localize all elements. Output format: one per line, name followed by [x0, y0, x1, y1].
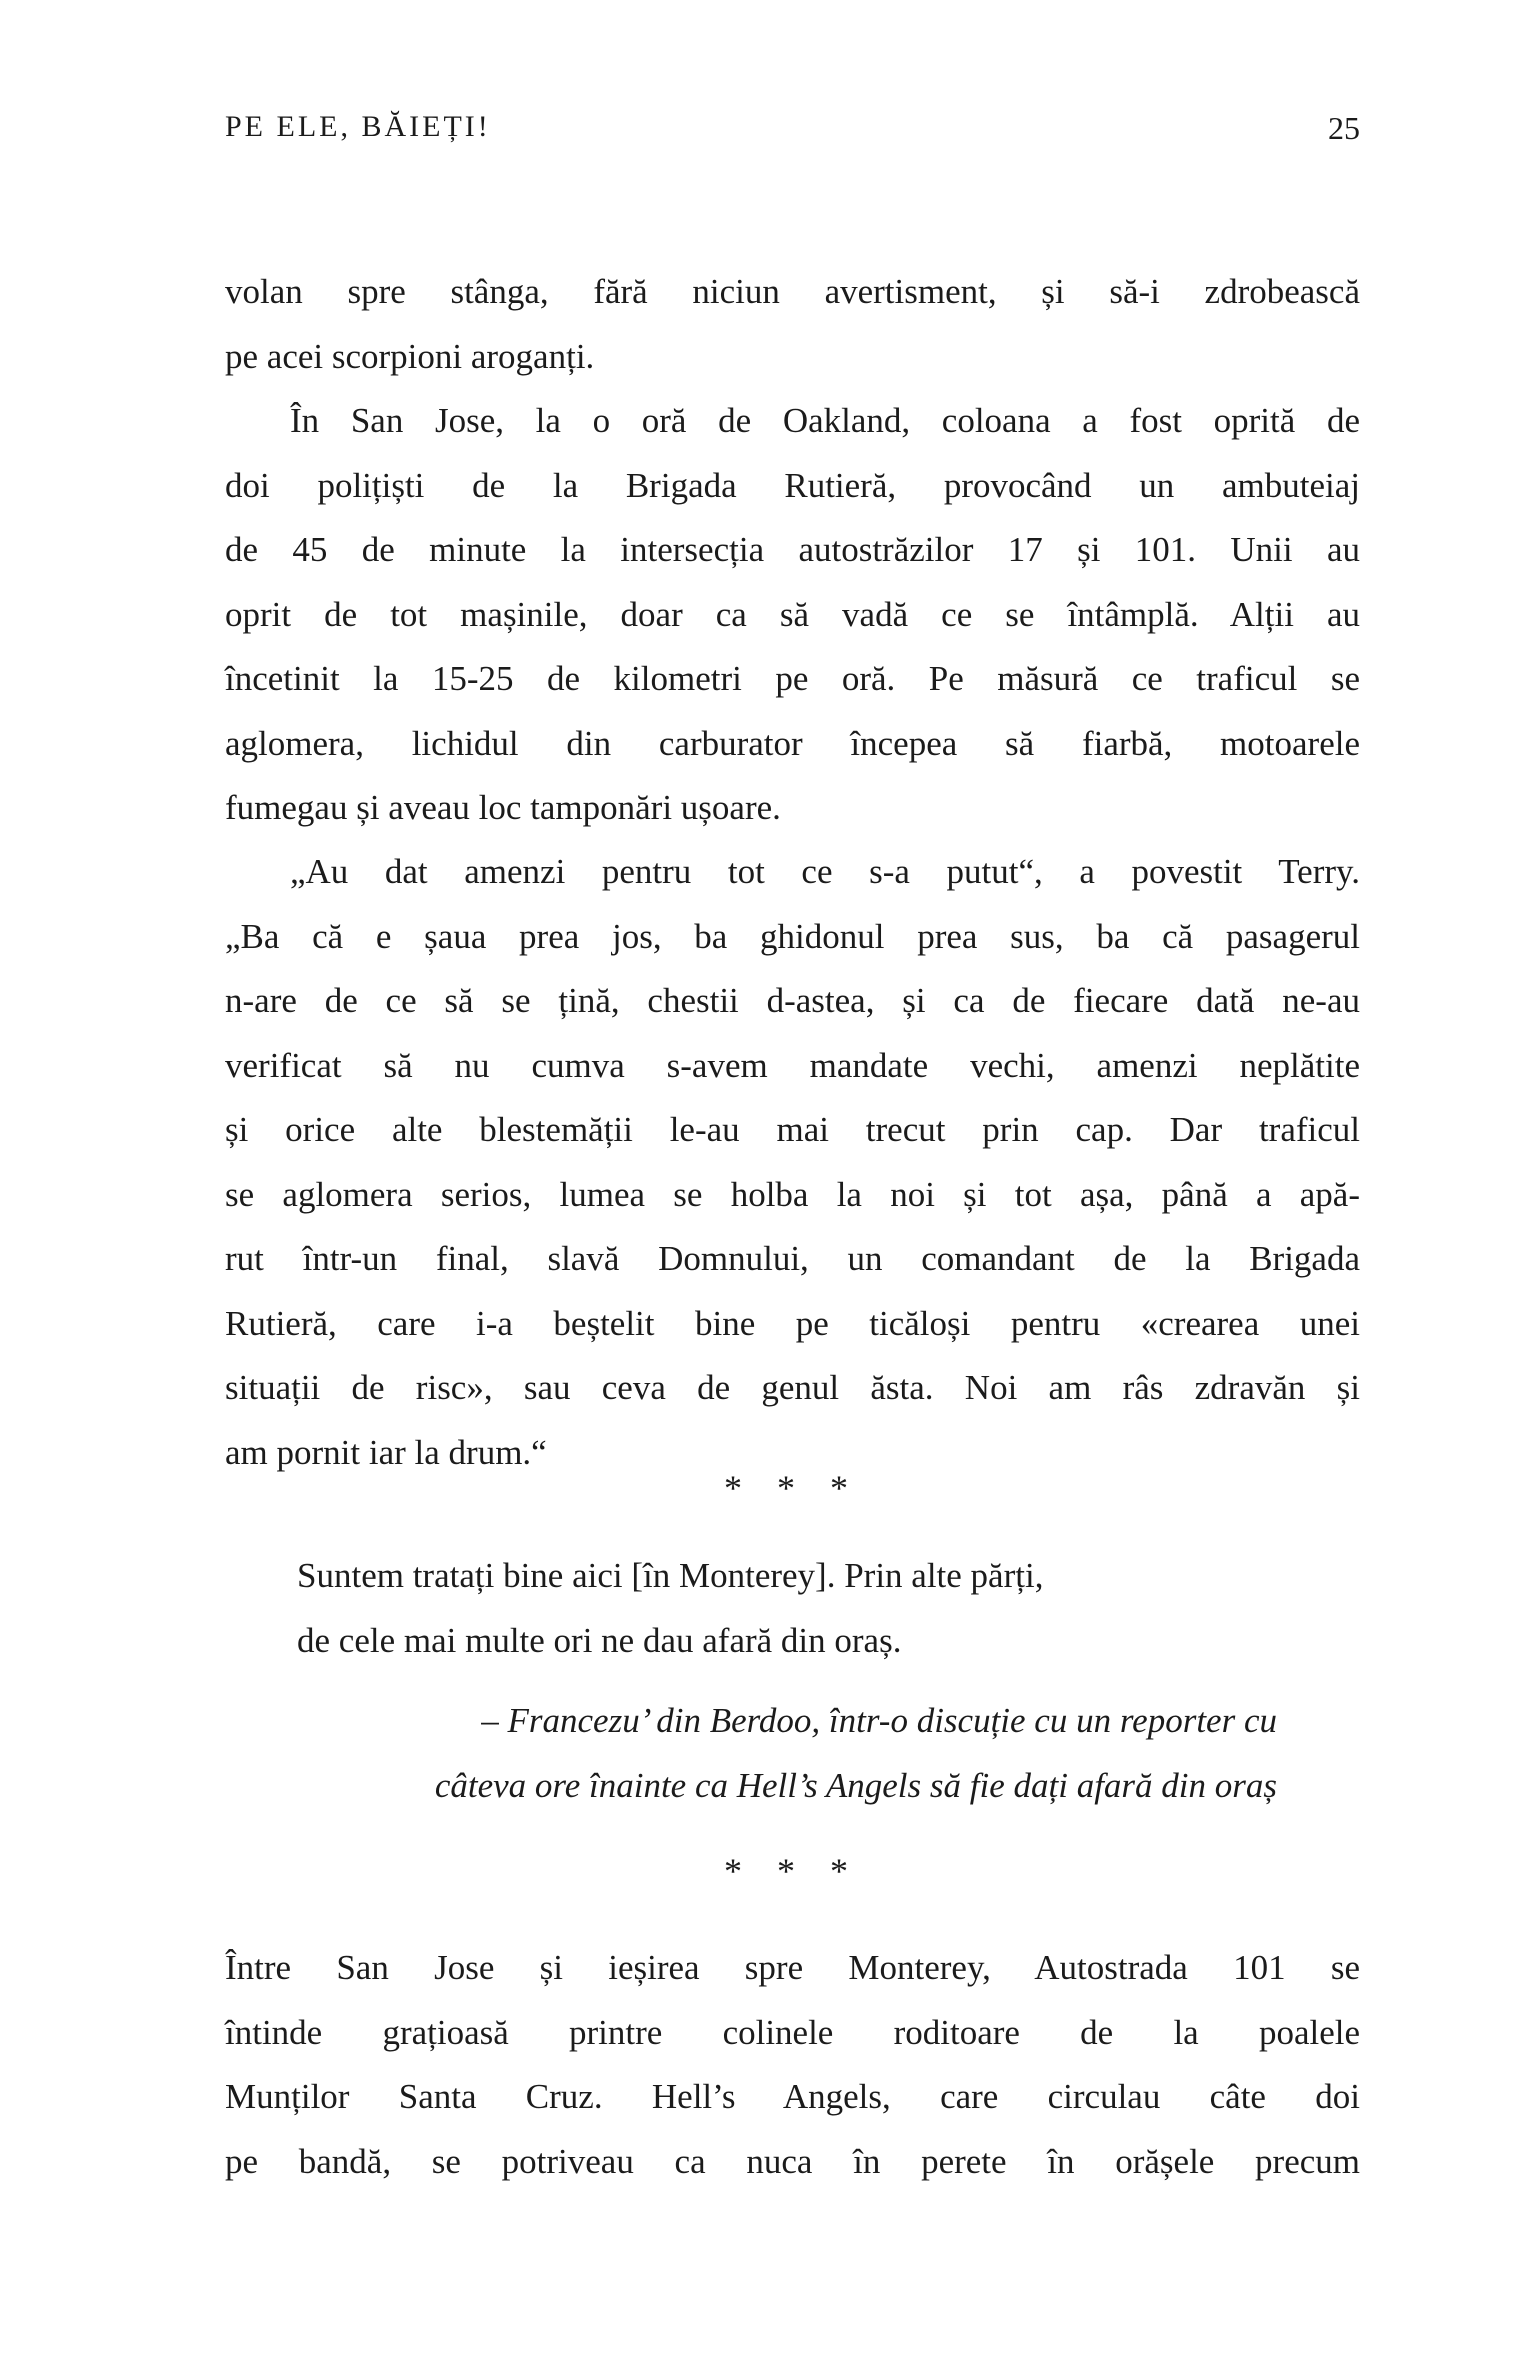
body-line: se aglomera serios, lumea se holba la noi și tot așa, până a apă-: [225, 1174, 1360, 1214]
body-line: situații de risc», sau ceva de genul ăsta. Noi am râs zdravăn și: [225, 1368, 1360, 1407]
section-separator-asterisks: * * *: [724, 1851, 861, 1891]
body-line: „Ba că e șaua prea jos, ba ghidonul prea sus, ba că pasagerul: [225, 916, 1360, 956]
section-separator-asterisks: * * *: [724, 1468, 861, 1508]
quote-line: de cele mai multe ori ne dau afară din oraș.: [297, 1620, 902, 1660]
body-line: am pornit iar la drum.“: [225, 1432, 547, 1472]
page-number: 25: [1328, 110, 1360, 146]
body-line: fumegau și aveau loc tamponări ușoare.: [225, 788, 781, 827]
paragraph-3: [225, 840, 1360, 1485]
body-line: aglomera, lichidul din carburator începea să fiarbă, motoarele: [225, 723, 1360, 763]
quote-line: Suntem tratați bine aici [în Monterey]. Prin alte părți,: [297, 1556, 1044, 1595]
body-line: verificat să nu cumva s-avem mandate vechi, amenzi neplătite: [225, 1045, 1360, 1085]
paragraph-4: [225, 1936, 1360, 2194]
blockquote: [225, 1544, 1360, 1673]
body-line: pe bandă, se potriveau ca nuca în perete în orășele precum: [225, 2141, 1360, 2181]
body-line: doi polițiști de la Brigada Rutieră, provocând un ambuteiaj: [225, 465, 1360, 505]
body-line: volan spre stânga, fără niciun avertisment, și să-i zdrobească: [225, 272, 1360, 311]
running-title: PE ELE, BĂIEȚI!: [225, 110, 491, 143]
body-line: Rutieră, care i-a beștelit bine pe ticăloși pentru «crearea unei: [225, 1303, 1360, 1343]
body-line: rut într-un final, slavă Domnului, un comandant de la Brigada: [225, 1239, 1360, 1278]
body-line: Munților Santa Cruz. Hell’s Angels, care circulau câte doi: [225, 2077, 1360, 2116]
paragraph-2: [225, 389, 1360, 841]
body-line: Între San Jose și ieșirea spre Monterey, Autostrada 101 se: [225, 1948, 1360, 1987]
running-header: [225, 110, 1360, 154]
body-line: și orice alte blestemății le-au mai trecut prin cap. Dar traficul: [225, 1110, 1360, 1149]
attribution-line: câteva ore înainte ca Hell’s Angels să fie dați afară din oraș: [434, 1765, 1277, 1805]
body-line: de 45 de minute la intersecția autostrăzilor 17 și 101. Unii au: [225, 530, 1360, 569]
body-line: „Au dat amenzi pentru tot ce s-a putut“, a povestit Terry.: [290, 852, 1360, 891]
body-line: n-are de ce să se țină, chestii d-astea, și ca de fiecare dată ne-au: [225, 981, 1360, 1020]
paragraph-1: [225, 260, 1360, 389]
body-line: pe acei scorpioni aroganți.: [225, 336, 595, 376]
body-line: În San Jose, la o oră de Oakland, coloana a fost oprită de: [290, 401, 1360, 440]
quote-attribution: [225, 1689, 1360, 1818]
attribution-line: – Francezu’ din Berdoo, într-o discuție cu un reporter cu: [481, 1701, 1277, 1740]
body-line: întinde grațioasă printre colinele roditoare de la poalele: [225, 2012, 1360, 2052]
body-line: oprit de tot mașinile, doar ca să vadă ce se întâmplă. Alții au: [225, 594, 1360, 634]
body-line: încetinit la 15-25 de kilometri pe oră. Pe măsură ce traficul se: [225, 659, 1360, 698]
